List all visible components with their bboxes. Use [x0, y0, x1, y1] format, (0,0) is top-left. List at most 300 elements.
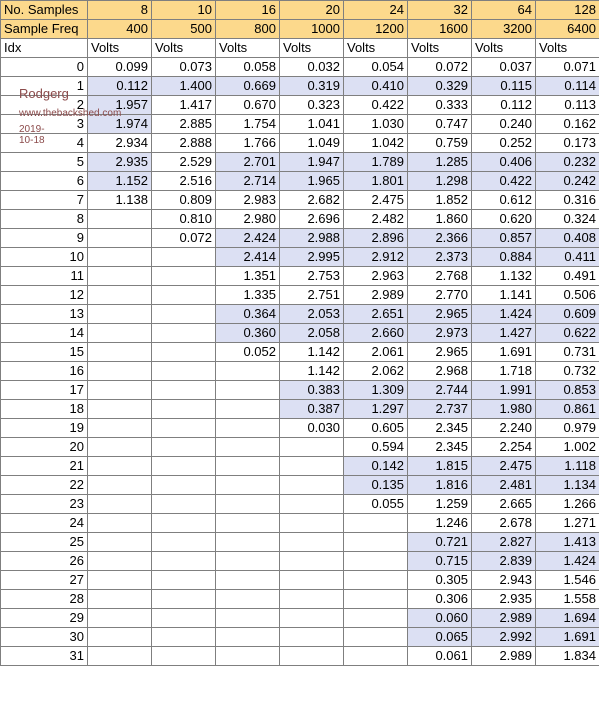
- volts-cell[interactable]: 2.995: [280, 248, 344, 267]
- volts-cell[interactable]: [344, 609, 408, 628]
- volts-cell[interactable]: [344, 590, 408, 609]
- volts-cell[interactable]: [88, 400, 152, 419]
- row-index[interactable]: 1: [1, 77, 88, 96]
- volts-cell[interactable]: 2.965: [408, 305, 472, 324]
- volts-cell[interactable]: 2.768: [408, 267, 472, 286]
- row-index[interactable]: 0: [1, 58, 88, 77]
- volts-cell[interactable]: [280, 552, 344, 571]
- volts-cell[interactable]: [88, 457, 152, 476]
- freq-value[interactable]: 6400: [536, 20, 599, 39]
- volts-cell[interactable]: [88, 628, 152, 647]
- volts-cell[interactable]: [88, 305, 152, 324]
- volts-cell[interactable]: [152, 324, 216, 343]
- volts-cell[interactable]: 0.319: [280, 77, 344, 96]
- volts-cell[interactable]: 0.620: [472, 210, 536, 229]
- unit-label[interactable]: Volts: [152, 39, 216, 58]
- volts-cell[interactable]: 0.809: [152, 191, 216, 210]
- volts-cell[interactable]: 0.605: [344, 419, 408, 438]
- volts-cell[interactable]: [152, 286, 216, 305]
- volts-cell[interactable]: 0.071: [536, 58, 599, 77]
- volts-cell[interactable]: 2.475: [344, 191, 408, 210]
- volts-cell[interactable]: 0.323: [280, 96, 344, 115]
- volts-cell[interactable]: 0.609: [536, 305, 599, 324]
- volts-cell[interactable]: 0.408: [536, 229, 599, 248]
- unit-label[interactable]: Volts: [472, 39, 536, 58]
- volts-cell[interactable]: 0.670: [216, 96, 280, 115]
- volts-cell[interactable]: 1.049: [280, 134, 344, 153]
- volts-cell[interactable]: [152, 343, 216, 362]
- samples-value[interactable]: 20: [280, 1, 344, 20]
- volts-cell[interactable]: 1.974: [88, 115, 152, 134]
- freq-value[interactable]: 500: [152, 20, 216, 39]
- volts-cell[interactable]: 0.252: [472, 134, 536, 153]
- volts-cell[interactable]: 2.943: [472, 571, 536, 590]
- volts-cell[interactable]: 1.691: [472, 343, 536, 362]
- volts-cell[interactable]: 0.099: [88, 58, 152, 77]
- volts-cell[interactable]: [88, 267, 152, 286]
- row-index[interactable]: 7: [1, 191, 88, 210]
- freq-value[interactable]: 3200: [472, 20, 536, 39]
- volts-cell[interactable]: [216, 628, 280, 647]
- volts-cell[interactable]: 0.491: [536, 267, 599, 286]
- volts-cell[interactable]: 2.701: [216, 153, 280, 172]
- volts-cell[interactable]: 0.422: [344, 96, 408, 115]
- volts-cell[interactable]: 1.815: [408, 457, 472, 476]
- volts-cell[interactable]: 0.853: [536, 381, 599, 400]
- volts-cell[interactable]: [216, 552, 280, 571]
- volts-cell[interactable]: 2.345: [408, 438, 472, 457]
- volts-cell[interactable]: 0.861: [536, 400, 599, 419]
- unit-label[interactable]: Volts: [216, 39, 280, 58]
- volts-cell[interactable]: 0.173: [536, 134, 599, 153]
- volts-cell[interactable]: 1.424: [472, 305, 536, 324]
- volts-cell[interactable]: 0.857: [472, 229, 536, 248]
- row-index[interactable]: 21: [1, 457, 88, 476]
- volts-cell[interactable]: [152, 419, 216, 438]
- row-index[interactable]: 4: [1, 134, 88, 153]
- volts-cell[interactable]: 0.731: [536, 343, 599, 362]
- volts-cell[interactable]: 0.058: [216, 58, 280, 77]
- volts-cell[interactable]: [280, 571, 344, 590]
- volts-cell[interactable]: 1.801: [344, 172, 408, 191]
- volts-cell[interactable]: 0.142: [344, 457, 408, 476]
- volts-cell[interactable]: 2.753: [280, 267, 344, 286]
- samples-value[interactable]: 16: [216, 1, 280, 20]
- volts-cell[interactable]: 2.973: [408, 324, 472, 343]
- volts-cell[interactable]: 0.387: [280, 400, 344, 419]
- volts-cell[interactable]: 1.789: [344, 153, 408, 172]
- volts-cell[interactable]: 1.042: [344, 134, 408, 153]
- volts-cell[interactable]: [88, 362, 152, 381]
- volts-cell[interactable]: 2.965: [408, 343, 472, 362]
- row-index[interactable]: 5: [1, 153, 88, 172]
- row-index[interactable]: 20: [1, 438, 88, 457]
- volts-cell[interactable]: 2.888: [152, 134, 216, 153]
- volts-cell[interactable]: [88, 210, 152, 229]
- idx-label[interactable]: Idx: [1, 39, 88, 58]
- volts-cell[interactable]: 1.134: [536, 476, 599, 495]
- volts-cell[interactable]: 2.935: [88, 153, 152, 172]
- volts-cell[interactable]: [280, 438, 344, 457]
- volts-cell[interactable]: 1.852: [408, 191, 472, 210]
- volts-cell[interactable]: 1.816: [408, 476, 472, 495]
- volts-cell[interactable]: [280, 590, 344, 609]
- volts-cell[interactable]: 2.839: [472, 552, 536, 571]
- volts-cell[interactable]: 1.965: [280, 172, 344, 191]
- volts-cell[interactable]: [88, 552, 152, 571]
- row-index[interactable]: 2: [1, 96, 88, 115]
- freq-value[interactable]: 1000: [280, 20, 344, 39]
- row-index[interactable]: 30: [1, 628, 88, 647]
- volts-cell[interactable]: 1.298: [408, 172, 472, 191]
- volts-cell[interactable]: [152, 248, 216, 267]
- row-index[interactable]: 6: [1, 172, 88, 191]
- volts-cell[interactable]: 0.810: [152, 210, 216, 229]
- volts-cell[interactable]: [88, 438, 152, 457]
- volts-cell[interactable]: [216, 362, 280, 381]
- volts-cell[interactable]: [88, 286, 152, 305]
- volts-cell[interactable]: 0.242: [536, 172, 599, 191]
- volts-cell[interactable]: 1.259: [408, 495, 472, 514]
- volts-cell[interactable]: [152, 571, 216, 590]
- volts-cell[interactable]: 0.073: [152, 58, 216, 77]
- samples-label[interactable]: No. Samples: [1, 1, 88, 20]
- volts-cell[interactable]: 0.054: [344, 58, 408, 77]
- volts-cell[interactable]: [344, 628, 408, 647]
- unit-label[interactable]: Volts: [88, 39, 152, 58]
- volts-cell[interactable]: 0.061: [408, 647, 472, 666]
- volts-cell[interactable]: 0.305: [408, 571, 472, 590]
- volts-cell[interactable]: [88, 324, 152, 343]
- volts-cell[interactable]: 1.417: [152, 96, 216, 115]
- volts-cell[interactable]: 0.232: [536, 153, 599, 172]
- volts-cell[interactable]: 0.406: [472, 153, 536, 172]
- volts-cell[interactable]: [344, 647, 408, 666]
- volts-cell[interactable]: [344, 533, 408, 552]
- volts-cell[interactable]: 0.747: [408, 115, 472, 134]
- volts-cell[interactable]: 1.766: [216, 134, 280, 153]
- volts-cell[interactable]: [152, 362, 216, 381]
- volts-cell[interactable]: [216, 400, 280, 419]
- volts-cell[interactable]: 0.135: [344, 476, 408, 495]
- volts-cell[interactable]: [152, 381, 216, 400]
- volts-cell[interactable]: 2.678: [472, 514, 536, 533]
- samples-value[interactable]: 128: [536, 1, 599, 20]
- volts-cell[interactable]: [216, 533, 280, 552]
- volts-cell[interactable]: [152, 438, 216, 457]
- volts-cell[interactable]: [216, 438, 280, 457]
- volts-cell[interactable]: 0.055: [344, 495, 408, 514]
- volts-cell[interactable]: 2.373: [408, 248, 472, 267]
- row-index[interactable]: 13: [1, 305, 88, 324]
- volts-cell[interactable]: 1.118: [536, 457, 599, 476]
- volts-cell[interactable]: [88, 609, 152, 628]
- row-index[interactable]: 23: [1, 495, 88, 514]
- volts-cell[interactable]: 2.983: [216, 191, 280, 210]
- volts-cell[interactable]: 0.037: [472, 58, 536, 77]
- volts-cell[interactable]: 0.306: [408, 590, 472, 609]
- volts-cell[interactable]: [216, 647, 280, 666]
- volts-cell[interactable]: [152, 495, 216, 514]
- samples-value[interactable]: 64: [472, 1, 536, 20]
- volts-cell[interactable]: 2.061: [344, 343, 408, 362]
- volts-cell[interactable]: 1.266: [536, 495, 599, 514]
- row-index[interactable]: 26: [1, 552, 88, 571]
- row-index[interactable]: 19: [1, 419, 88, 438]
- volts-cell[interactable]: 2.980: [216, 210, 280, 229]
- volts-cell[interactable]: 0.884: [472, 248, 536, 267]
- volts-cell[interactable]: [280, 628, 344, 647]
- volts-cell[interactable]: 2.885: [152, 115, 216, 134]
- volts-cell[interactable]: [280, 533, 344, 552]
- volts-cell[interactable]: 2.516: [152, 172, 216, 191]
- row-index[interactable]: 31: [1, 647, 88, 666]
- volts-cell[interactable]: [280, 495, 344, 514]
- volts-cell[interactable]: 1.558: [536, 590, 599, 609]
- volts-cell[interactable]: 1.285: [408, 153, 472, 172]
- unit-label[interactable]: Volts: [536, 39, 599, 58]
- row-index[interactable]: 3: [1, 115, 88, 134]
- volts-cell[interactable]: [216, 571, 280, 590]
- volts-cell[interactable]: 0.411: [536, 248, 599, 267]
- volts-cell[interactable]: 2.240: [472, 419, 536, 438]
- volts-cell[interactable]: 0.240: [472, 115, 536, 134]
- volts-cell[interactable]: 2.935: [472, 590, 536, 609]
- volts-cell[interactable]: 0.594: [344, 438, 408, 457]
- volts-cell[interactable]: 1.335: [216, 286, 280, 305]
- volts-cell[interactable]: 0.715: [408, 552, 472, 571]
- freq-value[interactable]: 1200: [344, 20, 408, 39]
- volts-cell[interactable]: 0.052: [216, 343, 280, 362]
- volts-cell[interactable]: [152, 628, 216, 647]
- volts-cell[interactable]: [88, 248, 152, 267]
- volts-cell[interactable]: [344, 552, 408, 571]
- volts-cell[interactable]: [152, 457, 216, 476]
- row-index[interactable]: 10: [1, 248, 88, 267]
- freq-value[interactable]: 800: [216, 20, 280, 39]
- volts-cell[interactable]: 1.947: [280, 153, 344, 172]
- volts-cell[interactable]: 1.138: [88, 191, 152, 210]
- volts-cell[interactable]: 0.410: [344, 77, 408, 96]
- freq-value[interactable]: 400: [88, 20, 152, 39]
- volts-cell[interactable]: 1.309: [344, 381, 408, 400]
- volts-cell[interactable]: 1.271: [536, 514, 599, 533]
- volts-cell[interactable]: 2.751: [280, 286, 344, 305]
- volts-cell[interactable]: 1.142: [280, 343, 344, 362]
- volts-cell[interactable]: [216, 419, 280, 438]
- volts-cell[interactable]: [88, 647, 152, 666]
- volts-cell[interactable]: 1.754: [216, 115, 280, 134]
- volts-cell[interactable]: [344, 514, 408, 533]
- volts-cell[interactable]: 2.696: [280, 210, 344, 229]
- volts-cell[interactable]: 1.041: [280, 115, 344, 134]
- volts-cell[interactable]: 1.546: [536, 571, 599, 590]
- volts-cell[interactable]: 0.383: [280, 381, 344, 400]
- volts-cell[interactable]: 0.072: [152, 229, 216, 248]
- volts-cell[interactable]: 2.366: [408, 229, 472, 248]
- volts-cell[interactable]: [152, 267, 216, 286]
- samples-value[interactable]: 32: [408, 1, 472, 20]
- volts-cell[interactable]: 1.427: [472, 324, 536, 343]
- volts-cell[interactable]: 1.980: [472, 400, 536, 419]
- row-index[interactable]: 29: [1, 609, 88, 628]
- volts-cell[interactable]: 2.988: [280, 229, 344, 248]
- volts-cell[interactable]: [88, 381, 152, 400]
- volts-cell[interactable]: 2.053: [280, 305, 344, 324]
- volts-cell[interactable]: 1.718: [472, 362, 536, 381]
- volts-cell[interactable]: 2.481: [472, 476, 536, 495]
- volts-cell[interactable]: 2.963: [344, 267, 408, 286]
- volts-cell[interactable]: 0.112: [88, 77, 152, 96]
- row-index[interactable]: 12: [1, 286, 88, 305]
- volts-cell[interactable]: [152, 647, 216, 666]
- row-index[interactable]: 15: [1, 343, 88, 362]
- volts-cell[interactable]: 2.896: [344, 229, 408, 248]
- row-index[interactable]: 8: [1, 210, 88, 229]
- volts-cell[interactable]: [216, 609, 280, 628]
- volts-cell[interactable]: [216, 476, 280, 495]
- volts-cell[interactable]: 0.759: [408, 134, 472, 153]
- volts-cell[interactable]: 0.032: [280, 58, 344, 77]
- row-index[interactable]: 14: [1, 324, 88, 343]
- volts-cell[interactable]: [88, 476, 152, 495]
- volts-cell[interactable]: 1.152: [88, 172, 152, 191]
- volts-cell[interactable]: 1.424: [536, 552, 599, 571]
- volts-cell[interactable]: [88, 229, 152, 248]
- volts-cell[interactable]: [88, 343, 152, 362]
- volts-cell[interactable]: 2.770: [408, 286, 472, 305]
- volts-cell[interactable]: 1.957: [88, 96, 152, 115]
- volts-cell[interactable]: 0.364: [216, 305, 280, 324]
- volts-cell[interactable]: 1.694: [536, 609, 599, 628]
- volts-cell[interactable]: 1.691: [536, 628, 599, 647]
- volts-cell[interactable]: [216, 457, 280, 476]
- volts-cell[interactable]: 2.989: [344, 286, 408, 305]
- row-index[interactable]: 28: [1, 590, 88, 609]
- row-index[interactable]: 25: [1, 533, 88, 552]
- volts-cell[interactable]: 2.989: [472, 647, 536, 666]
- volts-cell[interactable]: [152, 552, 216, 571]
- volts-cell[interactable]: 1.834: [536, 647, 599, 666]
- volts-cell[interactable]: [152, 400, 216, 419]
- volts-cell[interactable]: [152, 590, 216, 609]
- samples-value[interactable]: 10: [152, 1, 216, 20]
- volts-cell[interactable]: [280, 476, 344, 495]
- volts-cell[interactable]: [152, 476, 216, 495]
- samples-value[interactable]: 24: [344, 1, 408, 20]
- volts-cell[interactable]: 2.827: [472, 533, 536, 552]
- volts-cell[interactable]: 0.065: [408, 628, 472, 647]
- volts-cell[interactable]: [280, 514, 344, 533]
- volts-cell[interactable]: 0.030: [280, 419, 344, 438]
- volts-cell[interactable]: 2.062: [344, 362, 408, 381]
- volts-cell[interactable]: 2.345: [408, 419, 472, 438]
- freq-value[interactable]: 1600: [408, 20, 472, 39]
- samples-value[interactable]: 8: [88, 1, 152, 20]
- volts-cell[interactable]: 2.912: [344, 248, 408, 267]
- volts-cell[interactable]: 2.482: [344, 210, 408, 229]
- volts-cell[interactable]: [216, 381, 280, 400]
- volts-cell[interactable]: [280, 609, 344, 628]
- volts-cell[interactable]: 0.316: [536, 191, 599, 210]
- volts-cell[interactable]: [88, 514, 152, 533]
- volts-cell[interactable]: 0.333: [408, 96, 472, 115]
- volts-cell[interactable]: 2.737: [408, 400, 472, 419]
- volts-cell[interactable]: 1.351: [216, 267, 280, 286]
- volts-cell[interactable]: 2.992: [472, 628, 536, 647]
- volts-cell[interactable]: 0.612: [472, 191, 536, 210]
- freq-label[interactable]: Sample Freq: [1, 20, 88, 39]
- volts-cell[interactable]: 2.968: [408, 362, 472, 381]
- volts-cell[interactable]: 1.860: [408, 210, 472, 229]
- volts-cell[interactable]: 0.114: [536, 77, 599, 96]
- volts-cell[interactable]: 0.732: [536, 362, 599, 381]
- volts-cell[interactable]: 2.989: [472, 609, 536, 628]
- volts-cell[interactable]: 0.669: [216, 77, 280, 96]
- volts-cell[interactable]: [152, 609, 216, 628]
- volts-cell[interactable]: 0.506: [536, 286, 599, 305]
- volts-cell[interactable]: 2.714: [216, 172, 280, 191]
- volts-cell[interactable]: [216, 495, 280, 514]
- unit-label[interactable]: Volts: [344, 39, 408, 58]
- volts-cell[interactable]: 0.329: [408, 77, 472, 96]
- unit-label[interactable]: Volts: [280, 39, 344, 58]
- volts-cell[interactable]: 1.142: [280, 362, 344, 381]
- volts-cell[interactable]: 1.002: [536, 438, 599, 457]
- volts-cell[interactable]: 0.112: [472, 96, 536, 115]
- volts-cell[interactable]: [152, 514, 216, 533]
- unit-label[interactable]: Volts: [408, 39, 472, 58]
- volts-cell[interactable]: 1.132: [472, 267, 536, 286]
- volts-cell[interactable]: [280, 457, 344, 476]
- row-index[interactable]: 24: [1, 514, 88, 533]
- volts-cell[interactable]: 2.414: [216, 248, 280, 267]
- volts-cell[interactable]: 0.979: [536, 419, 599, 438]
- volts-cell[interactable]: [280, 647, 344, 666]
- volts-cell[interactable]: [88, 590, 152, 609]
- volts-cell[interactable]: 2.424: [216, 229, 280, 248]
- volts-cell[interactable]: 1.400: [152, 77, 216, 96]
- volts-cell[interactable]: 1.991: [472, 381, 536, 400]
- volts-cell[interactable]: 2.665: [472, 495, 536, 514]
- row-index[interactable]: 9: [1, 229, 88, 248]
- volts-cell[interactable]: [152, 533, 216, 552]
- volts-cell[interactable]: 2.058: [280, 324, 344, 343]
- volts-cell[interactable]: [216, 590, 280, 609]
- volts-cell[interactable]: 1.297: [344, 400, 408, 419]
- volts-cell[interactable]: [344, 571, 408, 590]
- row-index[interactable]: 16: [1, 362, 88, 381]
- volts-cell[interactable]: 2.744: [408, 381, 472, 400]
- volts-cell[interactable]: 2.660: [344, 324, 408, 343]
- volts-cell[interactable]: 2.529: [152, 153, 216, 172]
- volts-cell[interactable]: 0.422: [472, 172, 536, 191]
- volts-cell[interactable]: 2.475: [472, 457, 536, 476]
- volts-cell[interactable]: [88, 419, 152, 438]
- volts-cell[interactable]: [216, 514, 280, 533]
- row-index[interactable]: 18: [1, 400, 88, 419]
- row-index[interactable]: 27: [1, 571, 88, 590]
- volts-cell[interactable]: [88, 533, 152, 552]
- volts-cell[interactable]: 2.651: [344, 305, 408, 324]
- volts-cell[interactable]: 2.682: [280, 191, 344, 210]
- row-index[interactable]: 22: [1, 476, 88, 495]
- volts-cell[interactable]: 0.622: [536, 324, 599, 343]
- volts-cell[interactable]: 2.934: [88, 134, 152, 153]
- volts-cell[interactable]: 1.030: [344, 115, 408, 134]
- volts-cell[interactable]: [88, 571, 152, 590]
- volts-cell[interactable]: 0.072: [408, 58, 472, 77]
